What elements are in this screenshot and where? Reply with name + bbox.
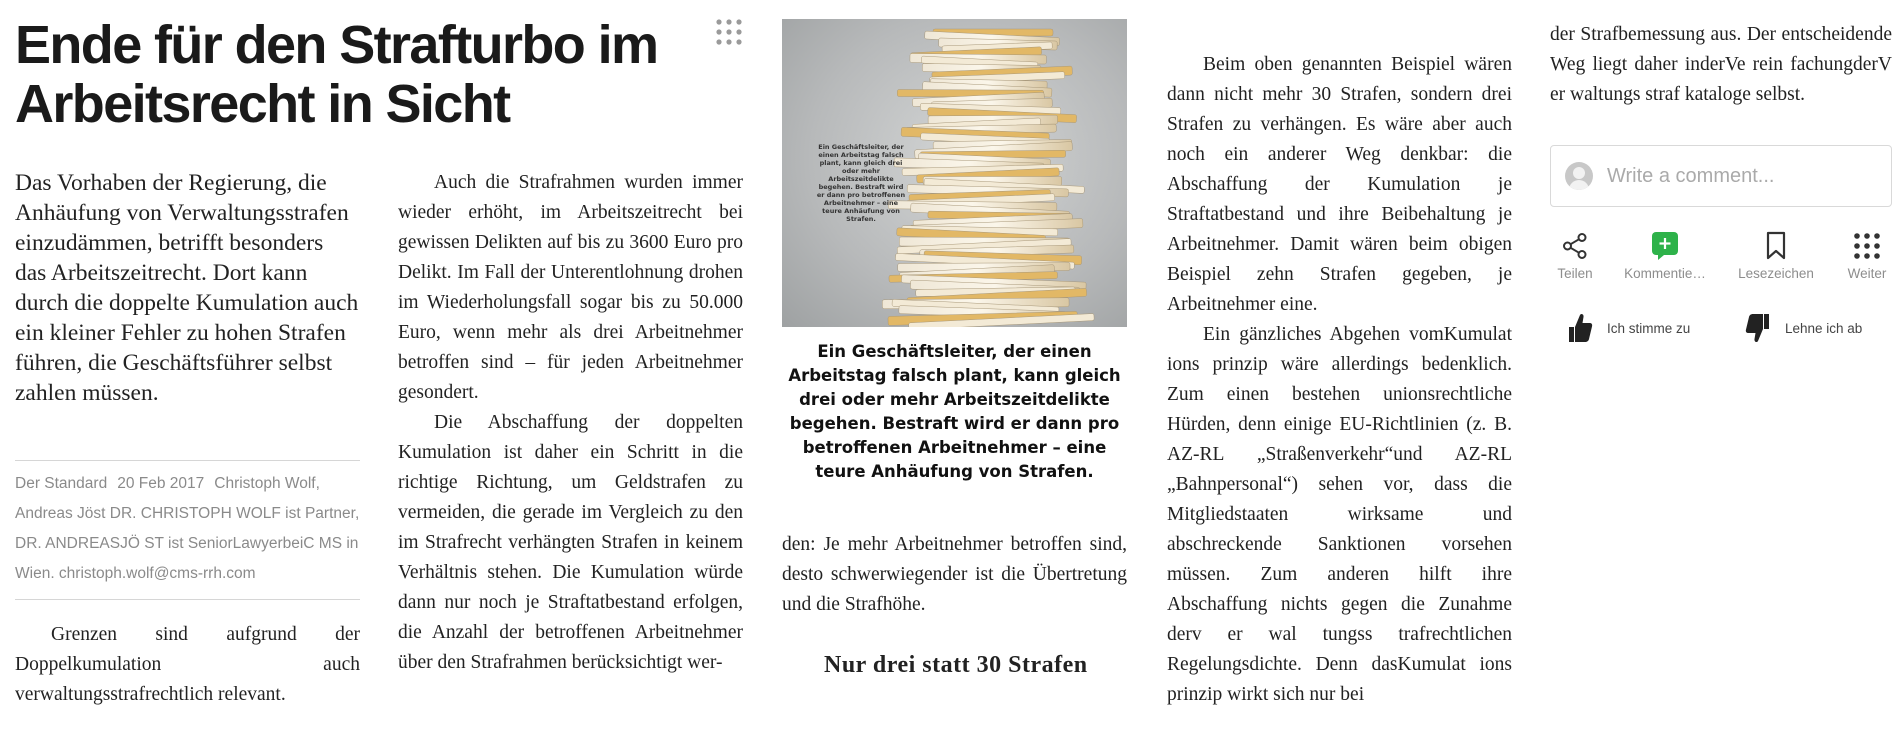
photo-inset-text: Ein Geschäftsleiter, der einen Arbeitstag falsch plant, kann gleich drei oder mehr Arbeitszeitdelikte begehen. Bestraft wird er dann pro betroffenen Arbeitnehmer – eine teure Anhäufung von Strafen. — [816, 143, 906, 223]
text-column-4 — [1167, 50, 1512, 710]
disagree-label: Lehne ich ab — [1785, 320, 1863, 336]
paragraph: Die Abschaffung der doppelten Kumulation ist daher ein Schritt in die richtige Richtung, um Geldstrafen zu vermeiden, die gerade im Vergleich zu den im Strafrecht verhängten Strafen in keinem Verhältnis stehen. Die Kumulation würde dann nur noch je Straftatbestand erfolgen, die Anzahl der betroffenen Arbeitnehmer über den Strafrahmen berücksichtigt wer- — [398, 412, 743, 673]
paragraph: Grenzen sind aufgrund der Doppelkumulation auch verwaltungsstrafrechtlich relevant. — [15, 624, 360, 705]
more-button[interactable] — [1822, 228, 1902, 281]
thumbs-up-icon — [1567, 312, 1593, 344]
paragraph: Auch die Strafrahmen wurden immer wieder erhöht, im Arbeitszeitrecht bei gewissen Delikten auf bis zu 3600 Euro pro Delikt. Im Fall der Unterentlohnung drohen im Wiederholungsfall sogar bis zu 50.000 Euro, wenn mehr als drei Arbeitnehmer betroffen sind – für jeden Arbeitnehmer gesondert. — [398, 172, 743, 403]
text-column-1 — [15, 620, 360, 710]
meta-source: Der Standard — [15, 475, 108, 492]
paragraph: der Strafbemessung aus. Der entscheidende Weg liegt daher inderVe rein fachungderV er waltungs straf kataloge selbst. — [1550, 24, 1892, 105]
thumbs-down-icon — [1745, 312, 1771, 344]
article-headline: Ende für den Strafturbo im Arbeitsrecht in Sicht — [15, 15, 658, 134]
share-icon — [1561, 232, 1589, 260]
drag-handle-icon[interactable] — [715, 18, 743, 46]
share-label: Teilen — [1557, 266, 1593, 281]
photo-caption: Ein Geschäftsleiter, der einen Arbeitstag falsch plant, kann gleich drei oder mehr Arbeitszeitdelikte begehen. Bestraft wird er dann pro betroffenen Arbeitnehmer – eine teure Anhäufung von Strafen. — [788, 342, 1121, 481]
text-column-5 — [1550, 20, 1892, 110]
comment-label: Kommentie… — [1624, 266, 1706, 281]
paragraph: den: Je mehr Arbeitnehmer betroffen sind, desto schwerwiegender ist die Übertretung und die Strafhöhe. — [782, 534, 1127, 615]
article-photo — [782, 19, 1127, 327]
meta-date: 20 Feb 2017 — [117, 475, 205, 492]
text-column-3 — [782, 530, 1127, 680]
bookmark-label: Lesezeichen — [1738, 266, 1814, 281]
paragraph: Beim oben genannten Beispiel wären dann nicht mehr 30 Strafen, sondern drei Strafen zu verhängen. Es wäre aber auch noch ein anderer Weg denkbar: die Abschaffung der Kumulation je Straftatbestand und ihre Beibehaltung je Arbeitnehmer. Damit wären beim obigen Beispiel zehn Strafen gegeben, je Arbeitnehmer eine. — [1167, 54, 1512, 315]
article-lead: Das Vorhaben der Regierung, die Anhäufung von Verwaltungsstrafen einzudämmen, betrifft besonders das Arbeitszeitrecht. Dort kann durch die doppelte Kumulation auch ein kleiner Fehler zu hohen Strafen führen, die Geschäftsführer selbst zahlen müssen. — [15, 170, 359, 406]
agree-button[interactable] — [1567, 312, 1690, 344]
comment-input[interactable] — [1605, 164, 1889, 189]
article-meta — [15, 460, 360, 600]
comment-box[interactable] — [1550, 145, 1892, 207]
agree-label: Ich stimme zu — [1607, 320, 1691, 336]
section-subheading: Nur drei statt 30 Strafen — [824, 652, 1088, 678]
share-button[interactable] — [1530, 228, 1620, 281]
bookmark-button[interactable] — [1731, 228, 1821, 281]
avatar — [1565, 162, 1593, 190]
comment-button[interactable] — [1620, 228, 1710, 281]
disagree-button[interactable] — [1745, 312, 1862, 344]
paragraph: Ein gänzliches Abgehen vomKumulat ions prinzip wäre allerdings bedenklich. Zum einen bestehen unionsrechtliche Hürden, denn einige EU-Richtlinien (z. B. AZ-RL „Straßenverkehr“und AZ-RL „Bahnpersonal“) sehen vor, dass die Mitgliedstaaten wirksame und abschreckende Sanktionen vorsehen müssen. Zum anderen hilft ihre Abschaffung nichts gegen die Zunahme derv er wal tungss trafrechtlichen Regelungsdichte. Denn dasKumulat ions prinzip wirkt sich nur bei — [1167, 324, 1512, 705]
bookmark-icon — [1765, 231, 1787, 261]
more-label: Weiter — [1847, 266, 1887, 281]
more-dots-icon — [1853, 232, 1881, 260]
comment-plus-icon — [1651, 231, 1679, 261]
text-column-2 — [398, 168, 743, 678]
meta-authors: Christoph Wolf, Andreas Jöst DR. CHRISTOPH WOLF ist Partner, DR. ANDREASJÖ ST ist SeniorLawyerbeiC MS in Wien. christoph.wolf@cms-rrh.com — [15, 475, 360, 582]
